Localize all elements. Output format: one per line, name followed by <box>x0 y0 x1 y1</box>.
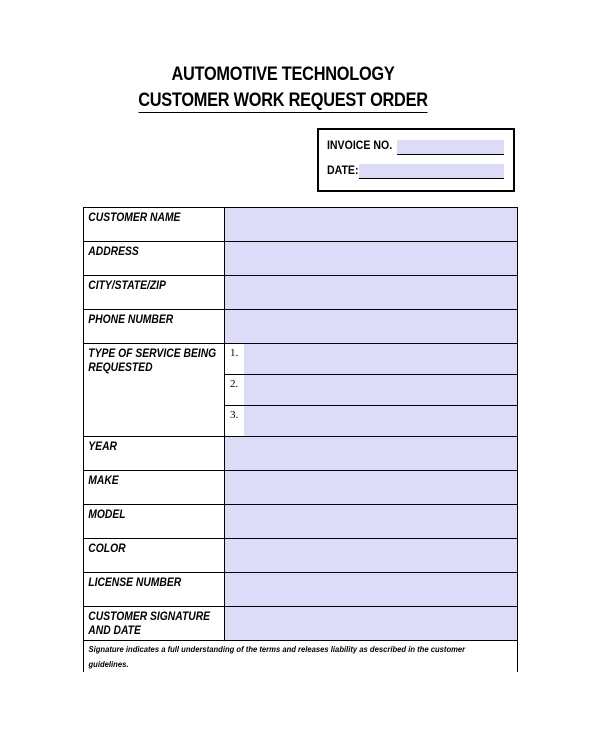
row-phone <box>84 310 518 344</box>
phone-number-field[interactable] <box>225 310 518 344</box>
customer-name-label: CUSTOMER NAME <box>88 210 181 224</box>
invoice-number-field[interactable] <box>397 140 504 155</box>
license-number-label: LICENSE NUMBER <box>88 575 182 589</box>
row-license <box>84 573 518 607</box>
color-label: COLOR <box>88 541 126 555</box>
row-customer-name <box>84 208 518 242</box>
license-number-field[interactable] <box>225 573 518 607</box>
service-item-1-number: 1. <box>225 344 244 374</box>
model-field[interactable] <box>225 505 518 539</box>
invoice-number-label: INVOICE NO. <box>327 138 393 152</box>
city-state-zip-field[interactable] <box>225 276 518 310</box>
service-item-1-field[interactable] <box>225 344 518 375</box>
color-field[interactable] <box>225 539 518 573</box>
service-item-2-field[interactable] <box>225 375 518 406</box>
model-label: MODEL <box>88 507 126 521</box>
row-model <box>84 505 518 539</box>
document-title: AUTOMOTIVE TECHNOLOGY <box>171 64 395 85</box>
document-subtitle: CUSTOMER WORK REQUEST ORDER <box>138 90 428 111</box>
service-item-3-number: 3. <box>225 406 244 436</box>
year-label: YEAR <box>88 439 117 453</box>
row-address <box>84 242 518 276</box>
customer-name-field[interactable] <box>225 208 518 242</box>
service-item-3-field[interactable] <box>225 406 518 437</box>
row-service-1 <box>84 344 518 375</box>
invoice-box <box>317 128 515 192</box>
row-year <box>84 437 518 471</box>
address-field[interactable] <box>225 242 518 276</box>
row-city-state-zip <box>84 276 518 310</box>
row-color <box>84 539 518 573</box>
customer-signature-field[interactable] <box>225 607 518 641</box>
year-field[interactable] <box>225 437 518 471</box>
row-note <box>84 641 518 673</box>
service-item-2-number: 2. <box>225 375 244 405</box>
make-label: MAKE <box>88 473 119 487</box>
row-make <box>84 471 518 505</box>
date-field[interactable] <box>359 164 504 179</box>
date-label: DATE: <box>327 163 359 177</box>
address-label: ADDRESS <box>88 244 139 258</box>
city-state-zip-label: CITY/STATE/ZIP <box>88 278 166 292</box>
make-field[interactable] <box>225 471 518 505</box>
customer-signature-label: CUSTOMER SIGNATURE AND DATE <box>88 609 211 637</box>
signature-note: Signature indicates a full understanding of the terms and releases liability as described in the customer guidelines. <box>88 644 466 669</box>
phone-number-label: PHONE NUMBER <box>88 312 174 326</box>
row-signature <box>84 607 518 641</box>
service-type-label: TYPE OF SERVICE BEING REQUESTED <box>88 346 217 374</box>
work-request-form <box>83 207 518 672</box>
